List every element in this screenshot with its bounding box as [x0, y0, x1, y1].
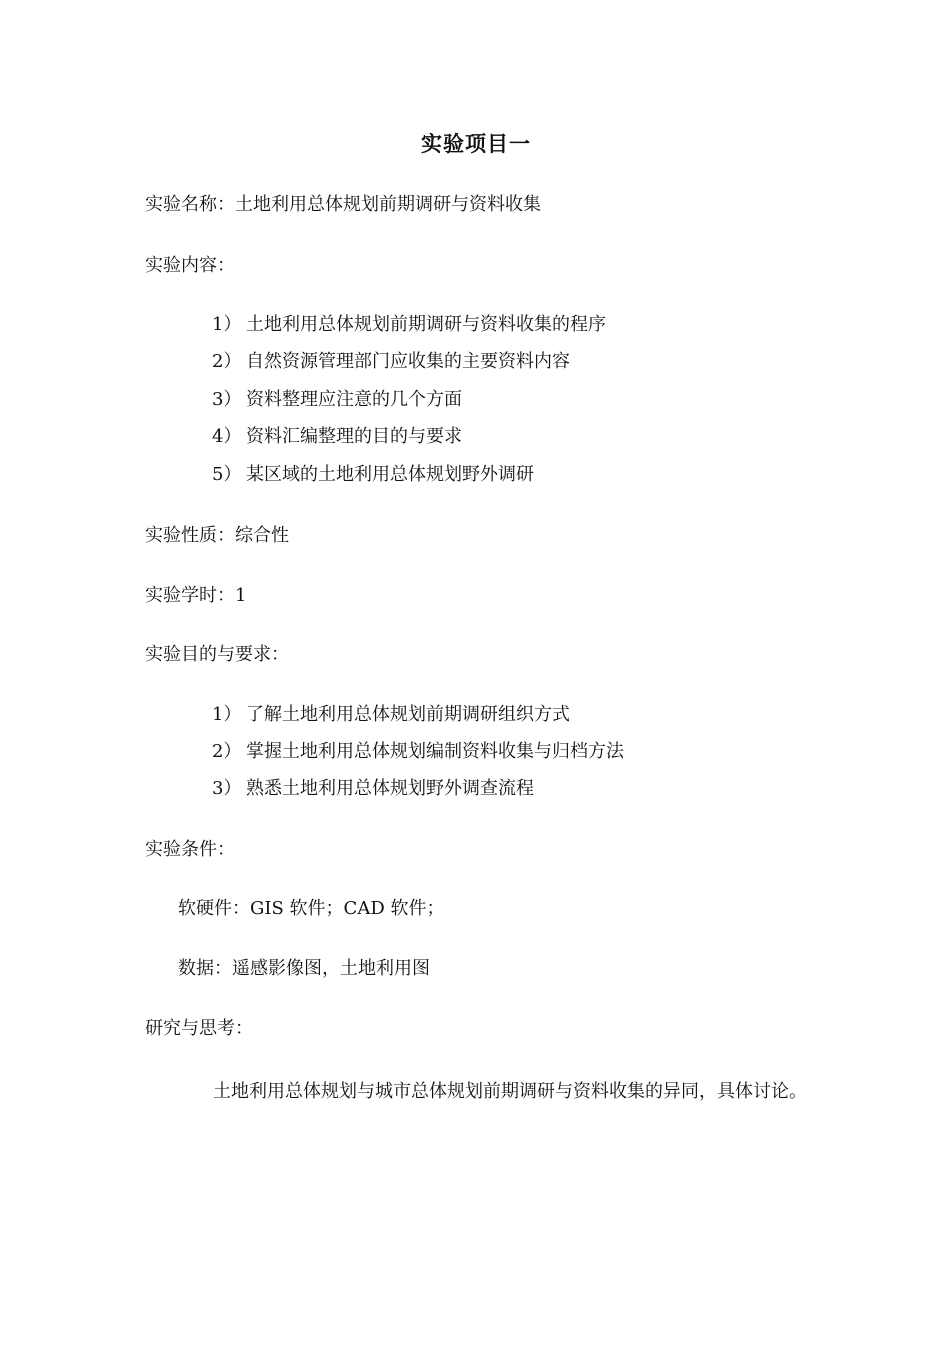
content-item-text: 资料汇编整理的目的与要求 — [246, 426, 462, 447]
content-item — [212, 350, 570, 374]
objective-item-number: 2） — [212, 741, 242, 762]
content-item-number: 1） — [212, 314, 242, 335]
conditions-label: 实验条件： — [145, 839, 235, 860]
content-item-text: 资料整理应注意的几个方面 — [246, 389, 462, 410]
objectives-label: 实验目的与要求： — [145, 644, 289, 665]
content-item-text: 自然资源管理部门应收集的主要资料内容 — [246, 351, 570, 372]
content-item-number: 4） — [212, 426, 242, 447]
experiment-name-label: 实验名称： — [145, 194, 235, 215]
objective-item-text: 熟悉土地利用总体规划野外调查流程 — [246, 778, 534, 799]
software-label: 软硬件： — [178, 898, 250, 919]
objective-item-text: 了解土地利用总体规划前期调研组织方式 — [246, 704, 570, 725]
content-item-text: 某区域的土地利用总体规划野外调研 — [246, 464, 534, 485]
objective-item — [212, 703, 570, 727]
hours-row — [145, 584, 246, 608]
objective-item — [212, 777, 534, 801]
content-item — [212, 313, 606, 337]
content-label: 实验内容： — [145, 255, 235, 276]
nature-row — [145, 524, 289, 548]
hours-label: 实验学时： — [145, 585, 235, 606]
software-value: GIS 软件；CAD 软件； — [250, 898, 445, 919]
experiment-name-row — [145, 193, 541, 217]
reflection-text: 土地利用总体规划与城市总体规划前期调研与资料收集的异同，具体讨论。 — [213, 1081, 807, 1102]
nature-value: 综合性 — [235, 525, 289, 546]
objective-item-text: 掌握土地利用总体规划编制资料收集与归档方法 — [246, 741, 624, 762]
software-row — [178, 897, 444, 921]
page-title: 实验项目一 — [421, 132, 531, 156]
data-label: 数据： — [178, 958, 232, 979]
reflection-label: 研究与思考： — [145, 1018, 253, 1039]
content-item — [212, 425, 462, 449]
content-item — [212, 463, 534, 487]
experiment-name-value: 土地利用总体规划前期调研与资料收集 — [235, 194, 541, 215]
content-item-number: 2） — [212, 351, 242, 372]
hours-value: 1 — [235, 585, 247, 606]
content-item-number: 3） — [212, 389, 242, 410]
objective-item — [212, 740, 624, 764]
data-row — [178, 957, 430, 981]
content-item-text: 土地利用总体规划前期调研与资料收集的程序 — [246, 314, 606, 335]
objective-item-number: 3） — [212, 778, 242, 799]
data-value: 遥感影像图，土地利用图 — [232, 958, 430, 979]
content-item-number: 5） — [212, 464, 242, 485]
content-item — [212, 388, 462, 412]
nature-label: 实验性质： — [145, 525, 235, 546]
objective-item-number: 1） — [212, 704, 242, 725]
